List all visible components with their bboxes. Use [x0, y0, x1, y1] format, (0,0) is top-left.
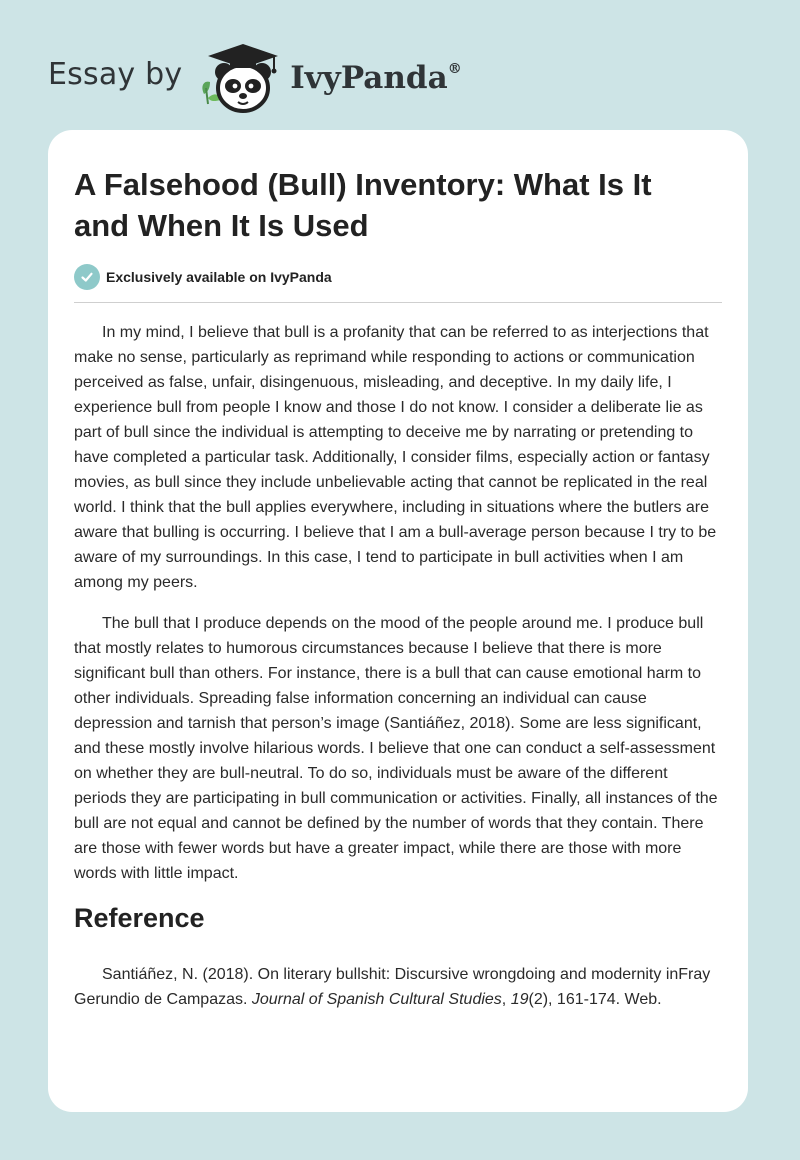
- trademark-symbol: ®: [447, 60, 462, 77]
- reference-authors: Santiáñez, N. (2018). On literary bullshit: Discursive wrongdoing and modernity inFray Gerundio de Campazas.: [74, 966, 711, 1008]
- panda-logo-icon[interactable]: [196, 36, 288, 116]
- brand-name[interactable]: [290, 60, 461, 96]
- paragraph: In my mind, I believe that bull is a profanity that can be referred to as interjections that make no sense, particularly as reprimand while responding to actions or communication perceived as false, unfair, disingenuous, misleading, and deceptive. In my daily life, I experience bull from people I know and those I do not know. I consider a deliberate lie as part of bull since the individual is attempting to deceive me by narrating or pretending to have completed a particular task. Additionally, I consider films, especially action or fantasy movies, as bull since they include unbelievable acting that cannot be replicated in the real world. I think that the bull applies everywhere, including in situations where the butlers are aware that bulling is occurring. I believe that I am a bull-average person because I try to be aware of my surroundings. In this case, I tend to participate in bull activities when I am among my peers.: [74, 324, 717, 591]
- exclusive-badge: [74, 264, 332, 290]
- paragraph: The bull that I produce depends on the mood of the people around me. I produce bull that mostly relates to humorous circumstances because I believe that there is more significant bull than others. For instance, there is a bull that can cause emotional harm to other individuals. Spreading false information concerning an individual can cause depression and tarnish that person’s image (Santiáñez, 2018). Some are less significant, and these mostly involve hilarious words. I believe that one can conduct a self-assessment on whether they are bull-neutral. To do so, individuals must be aware of the different periods they are participating in bull communication or activities. Finally, all instances of the bull are not equal and cannot be defined by the number of words that they contain. There are those with fewer words but have a greater impact, while there are those with more words with little impact.: [74, 615, 718, 882]
- essay-card: [48, 130, 748, 1112]
- check-circle-icon: [74, 264, 100, 290]
- divider: [74, 302, 722, 303]
- reference-entry: [74, 962, 722, 1012]
- reference-heading: Reference: [74, 903, 205, 933]
- essay-title: A Falsehood (Bull) Inventory: What Is It and When It Is Used: [74, 167, 652, 243]
- site-header: [48, 36, 462, 116]
- reference-pages: (2), 161-174. Web.: [528, 991, 662, 1008]
- exclusive-label: Exclusively available on IvyPanda: [106, 269, 332, 285]
- reference-volume: 19: [510, 991, 529, 1008]
- brand-name-text: IvyPanda: [290, 60, 448, 96]
- reference-separator: ,: [501, 991, 511, 1008]
- essay-body: [74, 320, 722, 902]
- reference-journal: Journal of Spanish Cultural Studies: [251, 991, 502, 1008]
- brand-prefix: Essay by: [48, 56, 183, 92]
